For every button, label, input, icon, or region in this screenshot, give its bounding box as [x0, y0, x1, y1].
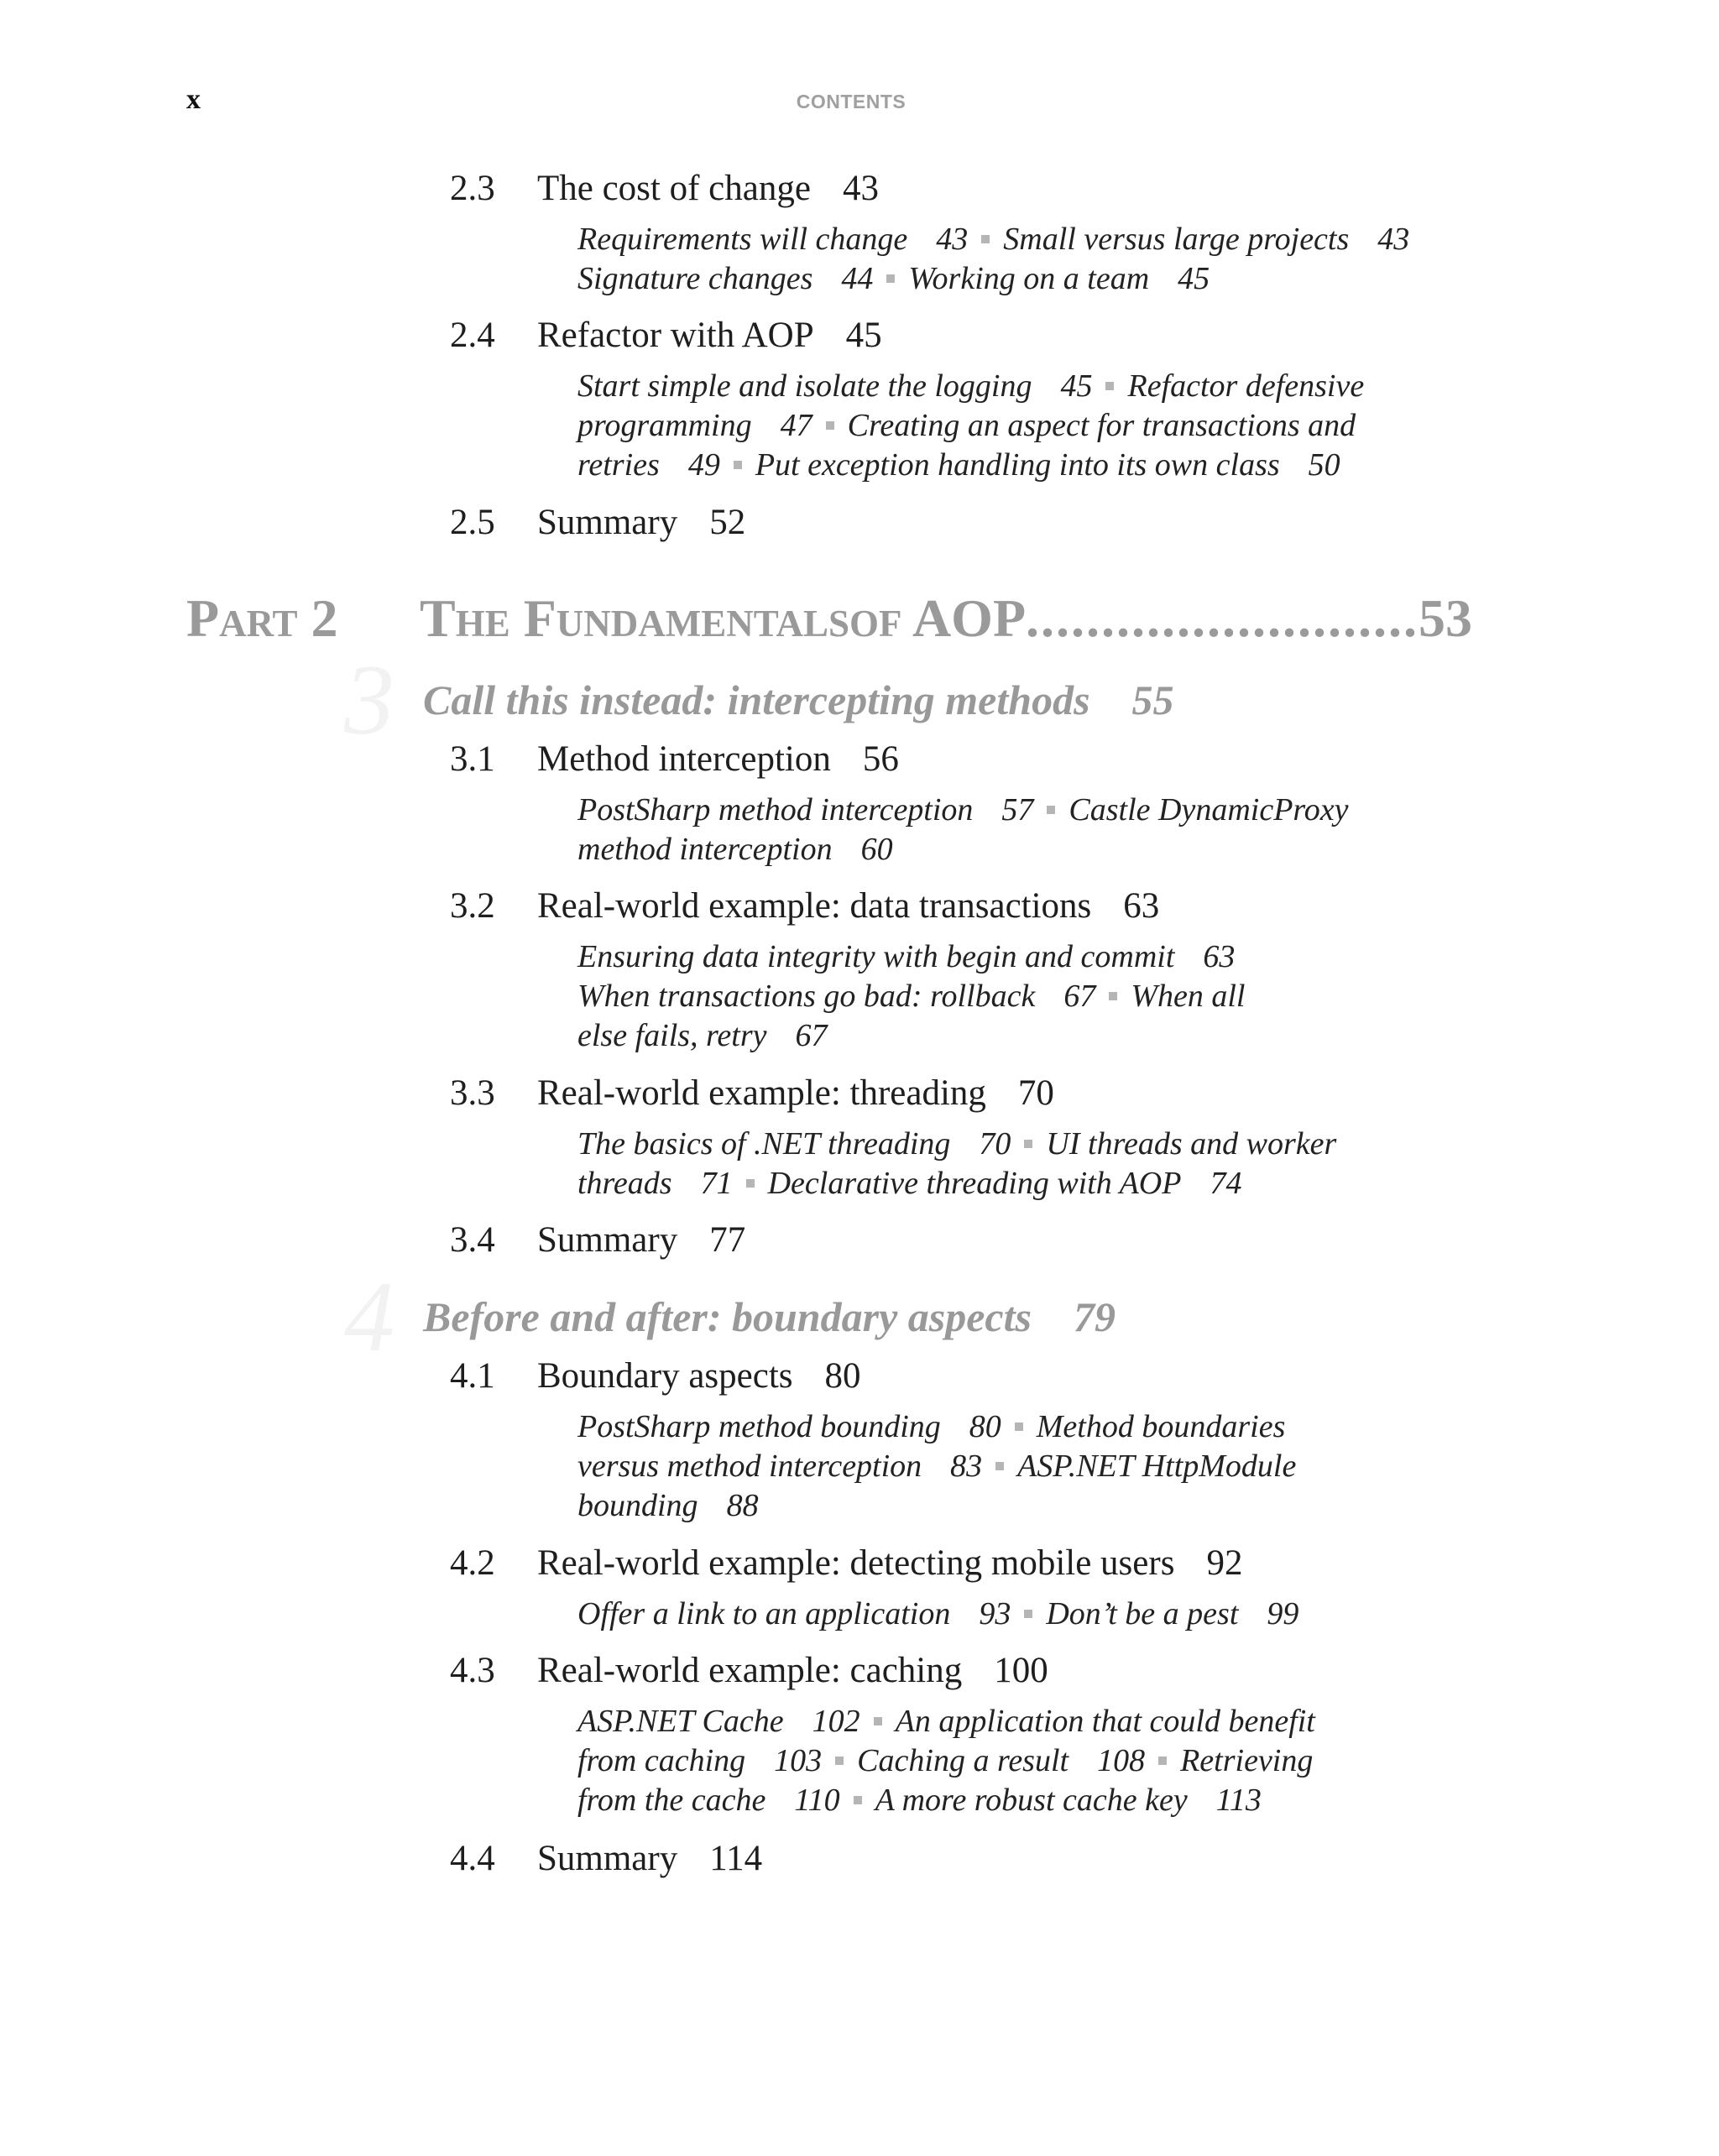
part-label: Part 2 — [186, 588, 338, 648]
section-number: 4.4 — [450, 1839, 495, 1878]
chapter-entry — [423, 676, 1174, 724]
subsection-line — [577, 406, 1417, 446]
section-number: 2.4 — [450, 316, 495, 355]
subsection-line — [577, 367, 1417, 406]
section-page: 70 — [1017, 1073, 1054, 1113]
square-bullet-icon — [826, 421, 834, 430]
subsection-title: bounding — [577, 1488, 698, 1523]
chapter-page: 79 — [1073, 1293, 1116, 1340]
section-page: 52 — [709, 503, 746, 542]
chapter-entry — [423, 1292, 1116, 1341]
square-bullet-icon — [734, 461, 742, 469]
section-page: 80 — [824, 1356, 861, 1396]
subsection-line — [577, 1407, 1417, 1447]
section-title: Refactor with AOP — [537, 316, 814, 355]
toc-section-entry — [450, 502, 745, 543]
subsection-title: threads — [577, 1166, 672, 1201]
subsection-title: PostSharp method interception — [577, 792, 974, 827]
subsection-title: The basics of .NET threading — [577, 1126, 951, 1162]
subsection-line — [577, 220, 1417, 259]
subsection-page: 67 — [1063, 979, 1096, 1014]
subsection-page: 60 — [860, 832, 893, 867]
subsection-page: 80 — [969, 1409, 1001, 1444]
subsection-title: A more robust cache key — [875, 1783, 1188, 1818]
toc-subsection-list — [577, 791, 1417, 869]
toc-subsection-list — [577, 1702, 1417, 1820]
part-title-row — [420, 587, 1528, 650]
toc-section-entry — [450, 1543, 1242, 1584]
subsection-line — [577, 830, 1417, 869]
toc-subsection-list — [577, 1407, 1417, 1526]
subsection-page: 45 — [1060, 368, 1093, 404]
toc-section-entry — [450, 885, 1159, 927]
section-page: 77 — [709, 1220, 746, 1260]
part-leader-dots: .......................... — [1026, 588, 1419, 648]
square-bullet-icon — [981, 235, 990, 243]
subsection-page: 88 — [726, 1488, 759, 1523]
subsection-line — [577, 259, 1417, 299]
toc-subsection-list — [577, 1125, 1417, 1203]
square-bullet-icon — [886, 274, 895, 283]
subsection-title: Castle DynamicProxy — [1068, 792, 1349, 827]
subsection-page: 43 — [1377, 222, 1410, 257]
section-title: Summary — [537, 1220, 678, 1260]
square-bullet-icon — [1024, 1140, 1032, 1148]
subsection-title: programming — [577, 408, 752, 443]
subsection-title: When all — [1131, 979, 1246, 1014]
square-bullet-icon — [746, 1179, 755, 1188]
subsection-title: An application that could benefit — [895, 1704, 1315, 1739]
subsection-page: 67 — [795, 1018, 828, 1053]
toc-subsection-list — [577, 937, 1417, 1056]
section-number: 4.1 — [450, 1356, 495, 1396]
toc-subsection-list — [577, 1595, 1417, 1634]
subsection-title: Retrieving — [1180, 1743, 1314, 1778]
square-bullet-icon — [1109, 992, 1117, 1000]
section-number: 2.5 — [450, 503, 495, 542]
subsection-page: 50 — [1308, 447, 1340, 483]
toc-section-entry — [450, 1219, 745, 1261]
subsection-title: Put exception handling into its own class — [755, 447, 1280, 483]
section-page: 100 — [994, 1651, 1048, 1690]
toc-section-entry — [450, 1073, 1054, 1114]
square-bullet-icon — [1105, 382, 1114, 390]
square-bullet-icon — [1015, 1423, 1023, 1431]
subsection-title: Creating an aspect for transactions and — [847, 408, 1356, 443]
subsection-title: When transactions go bad: rollback — [577, 979, 1036, 1014]
square-bullet-icon — [835, 1757, 844, 1765]
subsection-title: Small versus large projects — [1003, 222, 1350, 257]
square-bullet-icon — [854, 1796, 862, 1804]
toc-subsection-list — [577, 367, 1417, 485]
subsection-page: 74 — [1210, 1166, 1242, 1201]
section-title: Real-world example: data transactions — [537, 886, 1092, 926]
subsection-title: UI threads and worker — [1046, 1126, 1337, 1162]
subsection-title: Working on a team — [908, 261, 1150, 296]
section-title: Real-world example: detecting mobile users — [537, 1543, 1175, 1583]
subsection-page: 83 — [950, 1449, 983, 1484]
toc-section-entry — [450, 1355, 861, 1396]
subsection-line — [577, 1016, 1417, 1056]
toc-section-entry — [450, 739, 899, 780]
section-title: Real-world example: caching — [537, 1651, 963, 1690]
subsection-line — [577, 1164, 1417, 1203]
square-bullet-icon — [1024, 1610, 1032, 1618]
section-number: 4.3 — [450, 1651, 495, 1690]
square-bullet-icon — [1158, 1757, 1167, 1765]
subsection-title: Requirements will change — [577, 222, 908, 257]
section-page: 45 — [845, 316, 882, 355]
subsection-line — [577, 1595, 1417, 1634]
subsection-line — [577, 791, 1417, 830]
subsection-title: Ensuring data integrity with begin and commit — [577, 939, 1175, 974]
subsection-title: else fails, retry — [577, 1018, 767, 1053]
subsection-line — [577, 1486, 1417, 1526]
chapter-number-watermark: 4 — [344, 1261, 394, 1372]
subsection-title: versus method interception — [577, 1449, 922, 1484]
subsection-line — [577, 937, 1417, 977]
subsection-line — [577, 1447, 1417, 1486]
subsection-title: Refactor defensive — [1127, 368, 1365, 404]
subsection-title: Method boundaries — [1036, 1409, 1286, 1444]
subsection-line — [577, 1741, 1417, 1781]
subsection-title: ASP.NET HttpModule — [1017, 1449, 1297, 1484]
section-page: 43 — [842, 169, 879, 208]
subsection-title: Offer a link to an application — [577, 1596, 951, 1631]
section-page: 92 — [1206, 1543, 1243, 1583]
part-page: 53 — [1419, 588, 1473, 648]
square-bullet-icon — [995, 1462, 1004, 1470]
section-number: 3.4 — [450, 1220, 495, 1260]
subsection-title: from the cache — [577, 1783, 766, 1818]
subsection-page: 102 — [812, 1704, 860, 1739]
subsection-line — [577, 977, 1417, 1016]
square-bullet-icon — [1047, 806, 1055, 814]
chapter-page: 55 — [1131, 676, 1174, 723]
section-title: Boundary aspects — [537, 1356, 793, 1396]
subsection-page: 44 — [841, 261, 874, 296]
subsection-line — [577, 1781, 1417, 1820]
subsection-title: ASP.NET Cache — [577, 1704, 784, 1739]
toc-section-entry — [450, 168, 879, 209]
section-title: Summary — [537, 1839, 678, 1878]
section-number: 2.3 — [450, 169, 495, 208]
toc-subsection-list — [577, 220, 1417, 299]
section-number: 3.3 — [450, 1073, 495, 1113]
subsection-title: PostSharp method bounding — [577, 1409, 941, 1444]
subsection-page: 43 — [936, 222, 969, 257]
subsection-title: Caching a result — [857, 1743, 1069, 1778]
subsection-page: 103 — [774, 1743, 823, 1778]
subsection-title: Start simple and isolate the logging — [577, 368, 1032, 404]
subsection-title: retries — [577, 447, 660, 483]
subsection-page: 70 — [979, 1126, 1011, 1162]
section-page: 63 — [1123, 886, 1160, 926]
section-page: 56 — [862, 739, 899, 779]
section-title: Summary — [537, 503, 678, 542]
chapter-title: Call this instead: intercepting methods — [423, 676, 1090, 723]
subsection-page: 47 — [780, 408, 812, 443]
subsection-page: 45 — [1178, 261, 1210, 296]
subsection-page: 63 — [1203, 939, 1236, 974]
subsection-line — [577, 1702, 1417, 1741]
subsection-page: 93 — [979, 1596, 1011, 1631]
section-number: 3.2 — [450, 886, 495, 926]
part-title: The Fundamentalsof AOP — [420, 588, 1027, 648]
page-number: x — [186, 84, 201, 115]
section-number: 3.1 — [450, 739, 495, 779]
subsection-page: 99 — [1267, 1596, 1299, 1631]
chapter-title: Before and after: boundary aspects — [423, 1293, 1032, 1340]
toc-section-entry — [450, 1838, 762, 1879]
subsection-page: 57 — [1001, 792, 1034, 827]
running-head: CONTENTS — [796, 91, 907, 112]
section-title: Real-world example: threading — [537, 1073, 986, 1113]
subsection-title: method interception — [577, 832, 833, 867]
subsection-page: 71 — [700, 1166, 733, 1201]
section-title: The cost of change — [537, 169, 811, 208]
square-bullet-icon — [874, 1717, 882, 1725]
subsection-page: 110 — [794, 1783, 840, 1818]
section-title: Method interception — [537, 739, 831, 779]
subsection-page: 113 — [1215, 1783, 1262, 1818]
subsection-page: 49 — [687, 447, 720, 483]
subsection-title: from caching — [577, 1743, 746, 1778]
section-number: 4.2 — [450, 1543, 495, 1583]
subsection-line — [577, 1125, 1417, 1164]
subsection-title: Don’t be a pest — [1046, 1596, 1239, 1631]
subsection-line — [577, 446, 1417, 485]
chapter-number-watermark: 3 — [344, 644, 394, 755]
subsection-page: 108 — [1097, 1743, 1146, 1778]
subsection-title: Declarative threading with AOP — [767, 1166, 1182, 1201]
toc-section-entry — [450, 315, 882, 356]
toc-section-entry — [450, 1650, 1048, 1691]
section-page: 114 — [709, 1839, 763, 1878]
subsection-title: Signature changes — [577, 261, 813, 296]
